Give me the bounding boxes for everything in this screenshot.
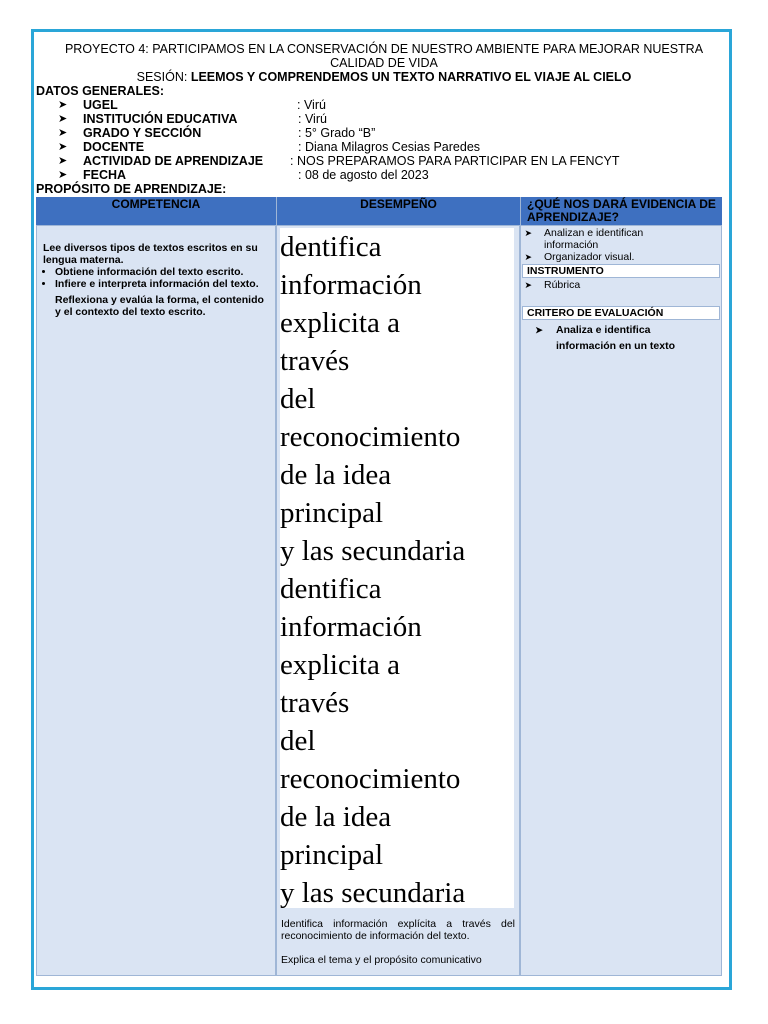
general-row-grado (58, 126, 738, 140)
row-value: : Diana Milagros Cesias Paredes (298, 140, 481, 154)
row-value: : Virú (297, 98, 326, 112)
general-data-heading: DATOS GENERALES: (36, 84, 165, 98)
arrow-bullet-icon: ➤ (522, 280, 533, 290)
arrow-bullet-icon: ➤ (535, 325, 543, 335)
general-row-actividad (58, 154, 738, 168)
desempeno-line: y las secundaria (280, 535, 466, 567)
desempeno-line: través (280, 345, 350, 377)
row-label: INSTITUCIÓN EDUCATIVA (83, 112, 238, 126)
desempeno-line: y las secundaria (280, 877, 466, 908)
arrow-bullet-icon: ➤ (522, 252, 533, 262)
desempeno-detail: Identifica información explícita a través del reconocimiento de información del texto. (281, 918, 515, 942)
desempeno-line: del (280, 383, 316, 415)
evidence-text: Analizan e identifican información (544, 227, 644, 251)
competencia-extra: Reflexiona y evalúa la forma, el contenido y el contexto del texto escrito. (55, 294, 264, 318)
desempeno-line: información (280, 269, 422, 301)
desempeno-small-text (281, 918, 515, 966)
arrow-bullet-icon: ➤ (58, 169, 68, 181)
desempeno-detail: Explica el tema y el propósito comunicativo (281, 954, 482, 966)
desempeno-line: de la idea (280, 459, 392, 491)
evidence-item (522, 227, 720, 251)
criterio-text: Analiza e identifica información en un texto (556, 324, 676, 352)
arrow-bullet-icon: ➤ (58, 127, 68, 139)
desempeno-line: dentifica (280, 573, 382, 605)
arrow-bullet-icon: ➤ (522, 228, 533, 238)
instrumento-item (522, 279, 720, 291)
general-row-ugel (58, 98, 738, 112)
criterio-heading: CRITERO DE EVALUACIÓN (522, 306, 720, 320)
row-label: DOCENTE (83, 140, 145, 154)
desempeno-line: de la idea (280, 801, 392, 833)
competencia-content (43, 242, 267, 318)
instrumento-text: Rúbrica (544, 279, 581, 291)
header-competencia: COMPETENCIA (36, 197, 276, 225)
competencia-bullet: • Obtiene información del texto escrito. (55, 266, 267, 278)
evidence-item (522, 251, 720, 263)
desempeno-line: través (280, 687, 350, 719)
session-title (42, 70, 726, 84)
row-value: : 5° Grado “B” (298, 126, 376, 140)
desempeno-large-text (280, 228, 514, 908)
desempeno-line: reconocimiento (280, 763, 461, 795)
header-desempeno: DESEMPEÑO (276, 197, 520, 225)
desempeno-line: explicita a (280, 307, 400, 339)
arrow-bullet-icon: ➤ (58, 113, 68, 125)
desempeno-line: explicita a (280, 649, 400, 681)
row-label: UGEL (83, 98, 118, 112)
purpose-heading: PROPÓSITO DE APRENDIZAJE: (36, 182, 227, 196)
row-label: ACTIVIDAD DE APRENDIZAJE (83, 154, 264, 168)
row-label: FECHA (83, 168, 127, 182)
desempeno-line: principal (280, 839, 384, 871)
competencia-bullet: • Infiere e interpreta información del texto. (55, 278, 267, 290)
desempeno-line: dentifica (280, 231, 382, 263)
session-name: LEEMOS Y COMPRENDEMOS UN TEXTO NARRATIVO EL VIAJE AL CIELO (190, 70, 632, 84)
competencia-main: Lee diversos tipos de textos escritos en su lengua materna. (43, 242, 258, 266)
cell-competencia (36, 225, 276, 976)
header-evidencia: ¿QUÉ NOS DARÁ EVIDENCIA DE APRENDIZAJE? (520, 197, 722, 225)
instrumento-heading: INSTRUMENTO (522, 264, 720, 278)
general-row-institucion (58, 112, 738, 126)
general-row-docente (58, 140, 738, 154)
row-value: : NOS PREPARAMOS PARA PARTICIPAR EN LA FENCYT (290, 154, 620, 168)
row-value: : 08 de agosto del 2023 (298, 168, 429, 182)
project-title: PROYECTO 4: PARTICIPAMOS EN LA CONSERVACIÓN DE NUESTRO AMBIENTE PARA MEJORAR NUESTRA CALIDAD DE VIDA (64, 42, 704, 70)
desempeno-line: reconocimiento (280, 421, 461, 453)
evidence-text: Organizador visual. (544, 251, 635, 263)
desempeno-line: información (280, 611, 422, 643)
general-row-fecha (58, 168, 738, 182)
row-label: GRADO Y SECCIÓN (83, 126, 202, 140)
desempeno-line: del (280, 725, 316, 757)
arrow-bullet-icon: ➤ (58, 141, 68, 153)
session-prefix: SESIÓN: (136, 70, 188, 84)
competencia-bullets (43, 266, 267, 290)
arrow-bullet-icon: ➤ (58, 155, 68, 167)
arrow-bullet-icon: ➤ (58, 99, 68, 111)
desempeno-line: principal (280, 497, 384, 529)
row-value: : Virú (298, 112, 327, 126)
criterio-item (522, 322, 720, 354)
